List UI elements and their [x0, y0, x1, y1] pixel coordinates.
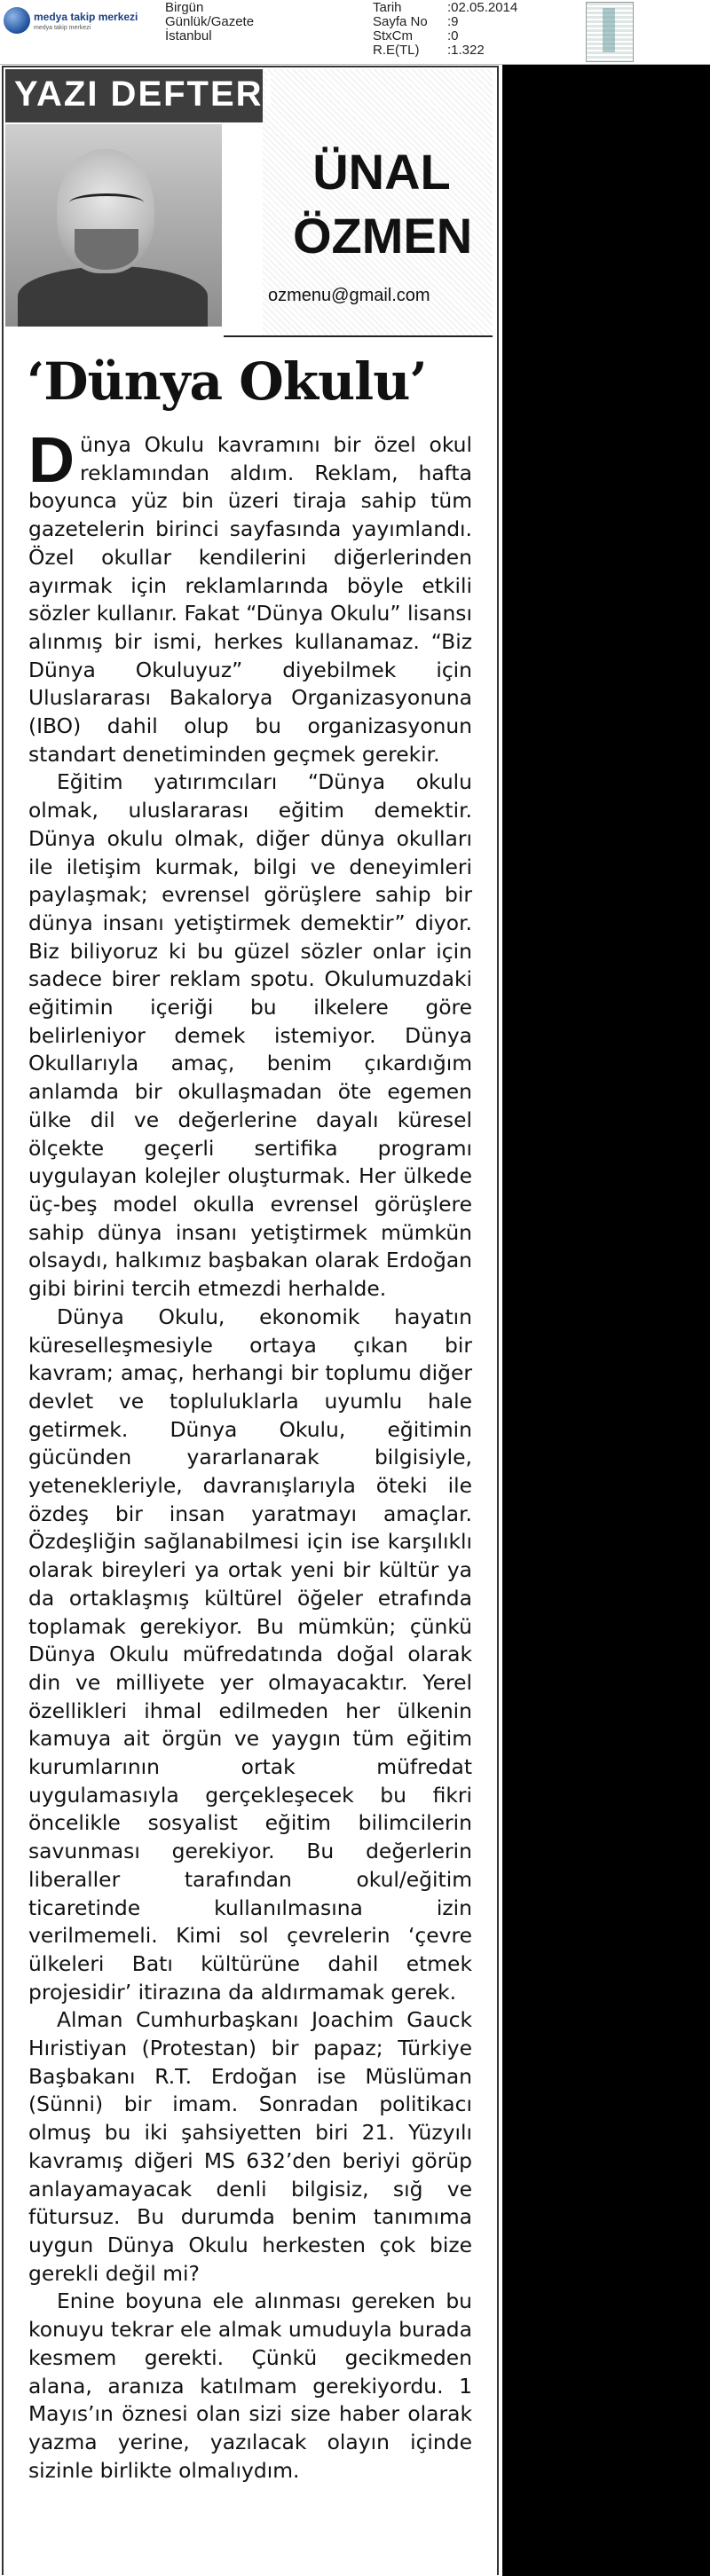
author-name: [293, 140, 473, 268]
author-box: [5, 69, 493, 335]
article-body: [28, 425, 472, 2485]
meta-stxcm-label: StxCm: [373, 28, 413, 43]
globe-icon: [4, 7, 30, 34]
section-title: YAZI DEFTERİ: [14, 75, 275, 114]
article-title: ‘Dünya Okulu’: [27, 351, 427, 412]
logo-tagline: medya takip merkezi: [34, 25, 91, 31]
author-first-name: ÜNAL: [312, 144, 451, 200]
meta-page-label: Sayfa No: [373, 14, 428, 29]
meta-date-value: :02.05.2014: [447, 0, 518, 15]
meta-date-label: Tarih: [373, 0, 402, 15]
meta-page: [373, 15, 517, 29]
author-divider: [224, 335, 493, 337]
media-monitor-logo: [4, 5, 156, 41]
article-paragraph: Dünya Okulu, ekonomik hayatın küreselleşmesiyle ortaya çıkan bir kavram; amaç, herhangi bir toplumu diğer devlet ve topluluklarla uyumlu hale getirmek. Dünya Okulu, eğitimin gücünden yararlanarak bilgisiyle, yetenekleriyle, davranışlarıyla öteki ile özdeş bir insan yaratmayı amaçlar. Özdeşliğin sağlanabilmesi için ise karşılıklı olarak bireyleri ya ortak yeni bir kültür ya da ortaklaşmış kültürel öğeler etrafında toplamak gerekiyor. Bu mümkün; çünkü Dünya Okulu müfredatında doğal olarak din ve milliyete yer olmayacaktır. Yerel özellikleri ihmal edilmeden her ülkenin kamuya ait örgün ve yaygın tüm eğitim kurumlarının ortak müfredat uygulamasıyla gerçekleşecek bu fikri öncelikle sosyalist eğitim bilimcilerin savunması gerekiyor. Bu değerlerin liberaller tarafından okul/eğitim ticaretinde kullanılmasına izin verilmemeli. Kimi sol çevrelerin ‘çevre ülkeleri Batı kültürüne dahil etmek projesidir’ itirazına da aldırmamak gerek.: [28, 1304, 472, 2005]
author-email: ozmenu@gmail.com: [268, 286, 430, 305]
publication-name: Birgün: [165, 0, 204, 15]
meta-date: [373, 1, 517, 15]
author-last-name: ÖZMEN: [293, 208, 473, 264]
meta-page-value: :9: [447, 14, 459, 29]
drop-cap: D: [28, 425, 75, 496]
meta-stxcm-value: :0: [447, 28, 459, 43]
article-paragraph: [28, 425, 472, 768]
meta-ret: [373, 43, 517, 58]
paragraph-text: ünya Okulu kavramını bir özel okul reklamından aldım. Reklam, hafta boyunca yüz bin üzeri tiraja sahip tüm gazetelerin birinci sayfasında yayımlandı. Özel okullar kendilerini diğerlerinden ayırmak için reklamlarında böyle etkili sözler kullanır. Fakat “Dünya Okulu” lisansı alınmış bir ismi, herkes kullanamaz. “Biz Dünya Okuluyuz” diyebilmek için Uluslararası Bakalorya Organizasyonuna (IBO) dahil olup bu organizasyonun standart denetiminden geçmek gerekir.: [28, 432, 472, 767]
article-paragraph: Eğitim yatırımcıları “Dünya okulu olmak, uluslararası eğitim demektir. Dünya okulu olmak, diğer dünya okulları ile iletişim kurmak, bilgi ve deneyimleri paylaşmak; evrensel görüşlere sahip bir dünya insanı yetiştirmek demektir” diyor. Biz biliyoruz ki bu güzel sözler onlar için sadece birer reklam spotu. Okulumuzdaki eğitimin içeriği bu ilkelere göre belirleniyor demek istemiyor. Dünya Okullarıyla amaç, benim çıkardığım anlamda bir okullaşmadan öte egemen ülke dil ve değerlerine dayalı küresel ölçekte geçerli sertifika programı uygulayan kolejler oluşturmak. Her ülkede üç-beş model okulla evrensel görüşlere sahip dünya insanı yetiştirmek mümkün olsaydı, halkımız başbakan olarak Erdoğan gibi birini tercih etmezdi herhalde.: [28, 769, 472, 1302]
author-photo: [5, 124, 222, 327]
article-paragraph: Alman Cumhurbaşkanı Joachim Gauck Hıristiyan (Protestan) bir papaz; Türkiye Başbakanı R.T. Erdoğan ise Müslüman (Sünni) bir imam. Sonradan politikacı olmuş bu iki şahsiyetten biri 21. Yüzyılı kavramış diğeri MS 632’den beriyi görüp anlayamayacak denli bilgisiz, sığ ve fütursuz. Bu durumda benim tanımıma uygun Dünya Okulu herkesten çok bize gerekli değil mi?: [28, 2007, 472, 2286]
author-photo-shoulders: [18, 266, 208, 327]
meta-stxcm: [373, 29, 517, 43]
logo-name: medya takip merkezi: [34, 11, 138, 23]
meta-ret-value: :1.322: [447, 43, 485, 58]
article-paragraph: Enine boyuna ele alınması gereken bu konuyu tekrar ele almak umuduyla burada kesmem gerekti. Çünkü gecikmeden alana, aranıza katılmam gerekiyordu. 1 Mayıs’ın öznesi olan sizi size haber olarak yazma yerine, yazılacak olayın içinde sizinle birlikte olmalıydım.: [28, 2288, 472, 2483]
author-photo-beard: [75, 229, 138, 270]
clipping-thumbnail[interactable]: [586, 2, 634, 62]
publication-period: Günlük/Gazete: [165, 14, 255, 29]
meta-ret-label: R.E(TL): [373, 43, 420, 58]
publication-city: İstanbul: [165, 28, 212, 43]
clipping-meta: [373, 1, 517, 58]
author-photo-glasses: [69, 193, 144, 212]
section-label: [5, 69, 275, 122]
publication-info: [165, 1, 254, 43]
clipping-header: [0, 0, 710, 65]
thumbnail-highlight: [603, 8, 615, 52]
